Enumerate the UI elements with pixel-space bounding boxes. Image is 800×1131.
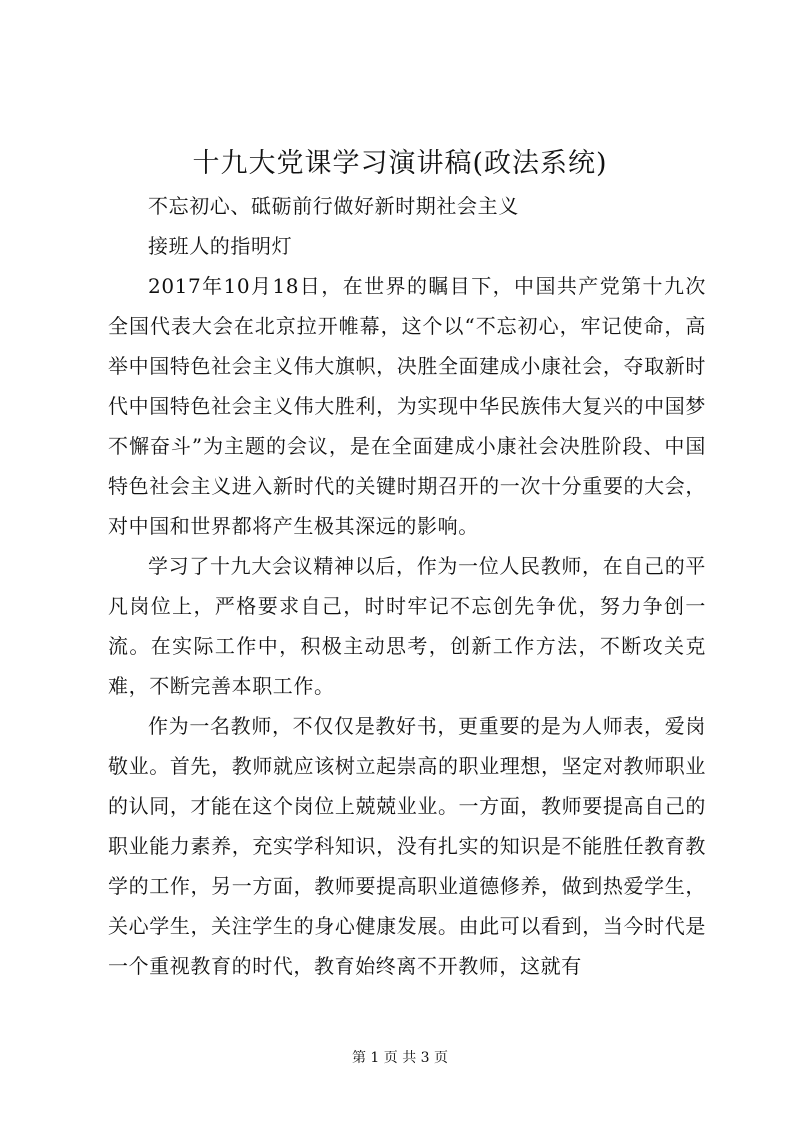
paragraph-3: 作为一名教师，不仅仅是教好书，更重要的是为人师表，爱岗敬业。首先，教师就应该树立起崇高的职业理想，坚定对教师职业的认同，才能在这个岗位上兢兢业业。一方面，教师要提高自己的职业能力素养，充实学科知识，没有扎实的知识是不能胜任教育教学的工作，另一方面，教师要提高职业道德修养，做到热爱学生，关心学生，关注学生的身心健康发展。由此可以看到，当今时代是一个重视教育的时代，教育始终离不开教师，这就有: [108, 714, 706, 978]
document-body: [108, 186, 706, 986]
paragraph-1: 2017年10月18日，在世界的瞩目下，中国共产党第十九次全国代表大会在北京拉开帷幕，这个以“不忘初心，牢记使命，高举中国特色社会主义伟大旗帜，决胜全面建成小康社会，夺取新时代中国特色社会主义伟大胜利，为实现中华民族伟大复兴的中国梦不懈奋斗”为主题的会议，是在全面建成小康社会决胜阶段、中国特色社会主义进入新时代的关键时期召开的一次十分重要的大会，对中国和世界都将产生极其深远的影响。: [108, 274, 706, 538]
paragraph-2: 学习了十九大会议精神以后，作为一位人民教师，在自己的平凡岗位上，严格要求自己，时时牢记不忘创先争优，努力争创一流。在实际工作中，积极主动思考，创新工作方法，不断攻关克难，不断完善本职工作。: [108, 554, 706, 698]
subtitle-line-2: 接班人的指明灯: [148, 234, 293, 258]
page-number-footer: 第 1 页 共 3 页: [351, 1050, 449, 1066]
document-title: 十九大党课学习演讲稿(政法系统): [192, 148, 608, 179]
subtitle-line-1: 不忘初心、砥砺前行做好新时期社会主义: [148, 194, 519, 218]
